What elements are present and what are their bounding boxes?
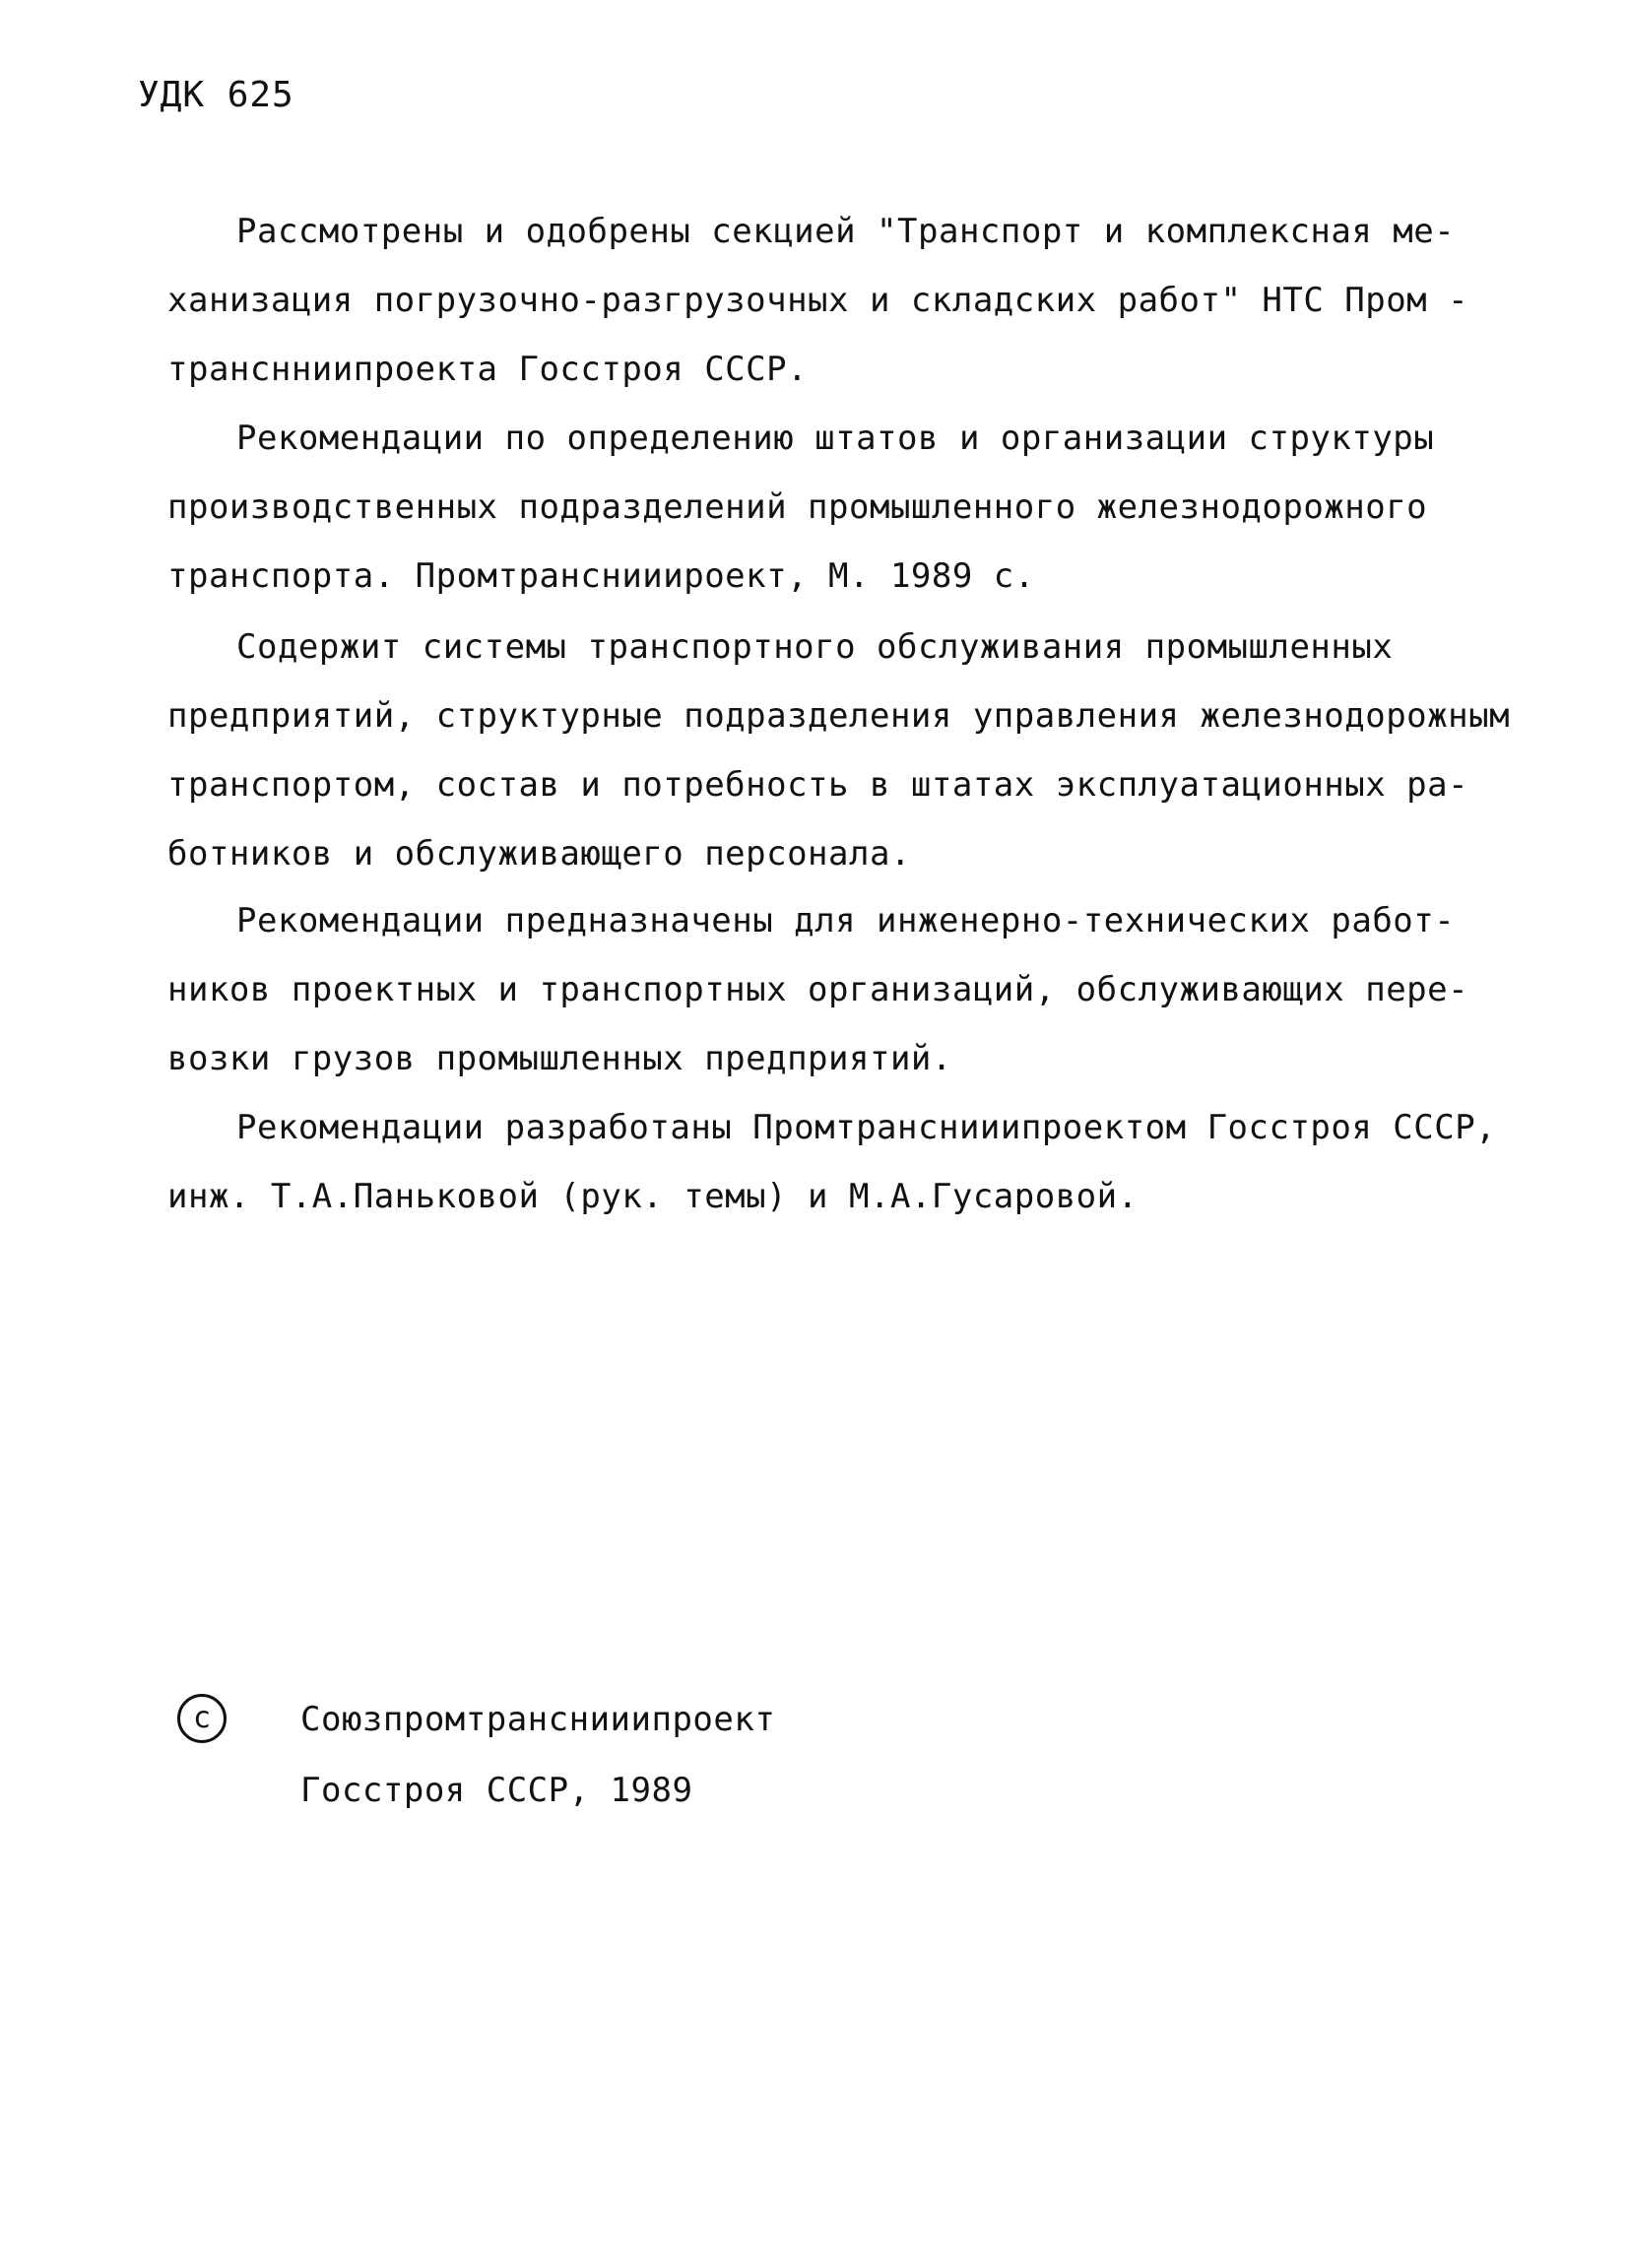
paragraph-approval	[167, 197, 1477, 404]
paragraph-line: Рекомендации предназначены для инженерно-технических работ-	[236, 901, 1456, 940]
paragraph-line: транспортом, состав и потребность в штатах эксплуатационных ра-	[167, 765, 1469, 805]
paragraph-line: транснниипроекта Госстроя СССР.	[167, 350, 809, 389]
paragraph-title-reference	[167, 404, 1477, 611]
paragraph-line: Рекомендации по определению штатов и организации структуры	[236, 419, 1435, 458]
paragraph-authors	[167, 1093, 1497, 1231]
copyright-organization: Союзпромтранснииипроект	[300, 1700, 776, 1739]
paragraph-audience	[167, 886, 1477, 1093]
copyright-icon: с	[177, 1694, 227, 1743]
paragraph-line: транспорта. Промтранснииироект, М. 1989 с.	[167, 556, 1035, 596]
udk-code: УДК 625	[138, 75, 294, 115]
paragraph-line: предприятий, структурные подразделения управления железнодорожным	[167, 696, 1511, 736]
paragraph-contents	[167, 613, 1511, 888]
paragraph-line: производственных подразделений промышленного железнодорожного	[167, 487, 1428, 527]
paragraph-line: ботников и обслуживающего персонала.	[167, 834, 911, 874]
paragraph-line: инж. Т.А.Паньковой (рук. темы) и М.А.Гусаровой.	[167, 1177, 1139, 1216]
paragraph-line: Рассмотрены и одобрены секцией "Транспорт и комплексная ме-	[236, 212, 1456, 251]
copyright-year-line: Госстроя СССР, 1989	[300, 1771, 693, 1810]
paragraph-line: ханизация погрузочно-разгрузочных и складских работ" НТС Пром -	[167, 281, 1469, 320]
paragraph-line: Рекомендации разработаны Промтранснииипроектом Госстроя СССР,	[236, 1108, 1497, 1147]
paragraph-line: возки грузов промышленных предприятий.	[167, 1039, 952, 1078]
paragraph-line: Содержит системы транспортного обслуживания промышленных	[236, 627, 1394, 667]
paragraph-line: ников проектных и транспортных организаций, обслуживающих пере-	[167, 970, 1469, 1009]
